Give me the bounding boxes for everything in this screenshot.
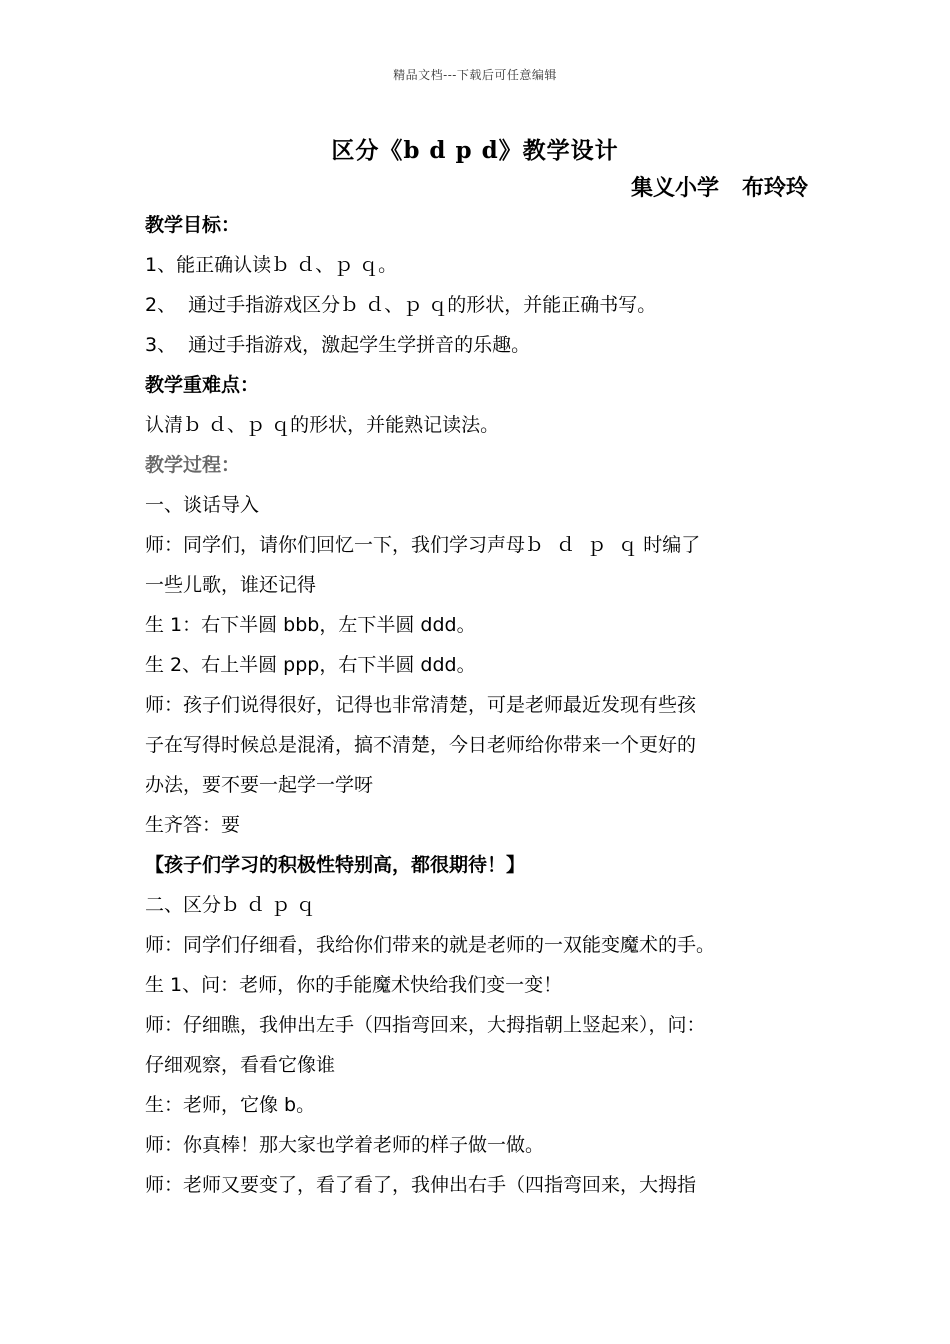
text-line: 办法，要不要一起学一学呀 bbox=[145, 774, 374, 796]
text-line: 生：老师，它像 b。 bbox=[145, 1094, 316, 1116]
section-heading: 教学重难点： bbox=[145, 374, 260, 396]
text-line: 师：你真棒！那大家也学着老师的样子做一做。 bbox=[145, 1134, 545, 1156]
text-line: 一些儿歌，谁还记得 bbox=[145, 574, 317, 596]
text-line: 师：仔细瞧，我伸出左手（四指弯回来，大拇指朝上竖起来），问： bbox=[145, 1014, 706, 1036]
text-line: 1、能正确认读ｂ ｄ、ｐ ｑ。 bbox=[145, 254, 398, 276]
text-line: 生 1、问：老师，你的手能魔术快给我们变一变！ bbox=[145, 974, 563, 996]
text-line: 生齐答：要 bbox=[145, 814, 241, 836]
section-heading: 【孩子们学习的积极性特别高，都很期待！】 bbox=[145, 854, 526, 876]
text-line: 一、谈话导入 bbox=[145, 494, 260, 516]
text-line: 二、区分ｂ ｄ ｐ ｑ bbox=[145, 894, 316, 916]
header-note: 精品文档---下载后可任意编辑 bbox=[393, 68, 557, 82]
document-body bbox=[145, 205, 825, 1205]
text-line: 3、 通过手指游戏，激起学生学拼音的乐趣。 bbox=[145, 334, 531, 356]
section-heading: 教学目标： bbox=[145, 214, 241, 236]
section-heading: 教学过程： bbox=[145, 454, 241, 476]
text-line: 师：老师又要变了，看了看了，我伸出右手（四指弯回来，大拇指 bbox=[145, 1174, 697, 1196]
text-line: 师：同学们仔细看，我给你们带来的就是老师的一双能变魔术的手。 bbox=[145, 934, 716, 956]
text-line: 2、 通过手指游戏区分ｂ ｄ、ｐ ｑ的形状，并能正确书写。 bbox=[145, 294, 657, 316]
text-line: 认清ｂ ｄ、ｐ ｑ的形状，并能熟记读法。 bbox=[145, 414, 500, 436]
text-line: 生 2、右上半圆 ppp，右下半圆 ddd。 bbox=[145, 654, 476, 676]
document-title: 区分《b d p d》教学设计 bbox=[331, 137, 619, 164]
author-line: 集义小学 布玲玲 bbox=[631, 176, 808, 201]
text-line: 子在写得时候总是混淆，搞不清楚，今日老师给你带来一个更好的 bbox=[145, 734, 697, 756]
text-line: 仔细观察，看看它像谁 bbox=[145, 1054, 336, 1076]
text-line: 师：孩子们说得很好，记得也非常清楚，可是老师最近发现有些孩 bbox=[145, 694, 697, 716]
text-line: 师：同学们，请你们回忆一下，我们学习声母ｂ ｄ ｐ ｑ 时编了 bbox=[145, 534, 701, 556]
text-line: 生 1：右下半圆 bbb，左下半圆 ddd。 bbox=[145, 614, 476, 636]
